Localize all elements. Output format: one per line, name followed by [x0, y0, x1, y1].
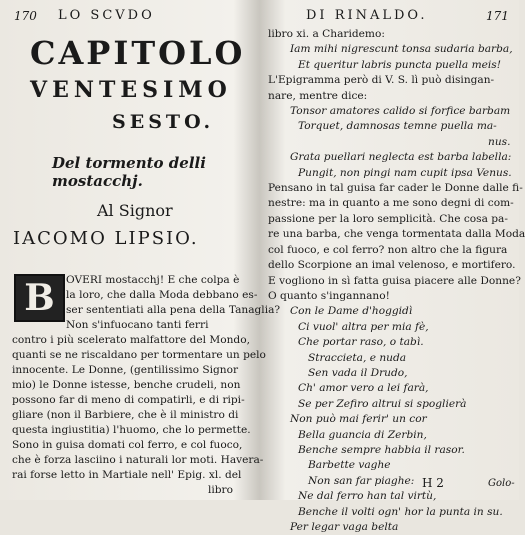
text-line: OVERI mostacchj! E che colpa è — [66, 274, 240, 286]
verse-line: Ch' amor vero a lei farà, — [298, 382, 429, 395]
verse-line: Grata puellari neglecta est barba labella: — [290, 151, 512, 164]
verse-line: Benche sempre habbia il rasor. — [298, 443, 465, 456]
text-line: re una barba, che venga tormentata dalla Moda — [268, 228, 525, 241]
verse-line: Non può mai ferir' un cor — [290, 413, 427, 426]
verse-line: Tonsor amatores calido si forfice barbam — [290, 105, 511, 118]
signature-mark: H 2 — [422, 476, 444, 490]
verse-line: Che portar raso, o tabì. — [298, 336, 424, 349]
text-line: mio) le Donne istesse, benche crudeli, non — [12, 379, 241, 391]
right-body-text — [268, 27, 525, 535]
verse-line: Con le Dame d'hoggidì — [290, 305, 413, 318]
chapter-ordinal-2: SESTO. — [112, 111, 215, 133]
text-line: nare, mentre dice: — [268, 89, 368, 102]
catchword-left: libro — [208, 484, 233, 496]
text-line: passione per la loro semplicità. Che cosa pa- — [268, 212, 508, 225]
verse-line: Sen vada il Drudo, — [308, 366, 408, 379]
left-body-text — [12, 273, 280, 498]
verse-line: Barbette vaghe — [308, 459, 391, 472]
running-head-right: DI RINALDO. — [306, 8, 428, 23]
page-number-left: 170 — [14, 9, 37, 23]
verse-line: Ci vuol' altra per mia fè, — [298, 320, 429, 333]
text-line: ser sententiati alla pena della Tanaglia? — [66, 304, 281, 316]
text-line: O quanto s'ingannano! — [268, 289, 390, 302]
running-head-left: LO SCVDO — [58, 8, 155, 23]
text-line: innocente. Le Donne, (gentilissimo Signor — [12, 364, 239, 376]
section-title: Del tormento delli mostacchj. — [52, 154, 206, 190]
verse-line: Pungit, non pingi nam cupit ipsa Venus. — [298, 166, 512, 179]
verse-line: nus. — [488, 135, 511, 148]
text-line: col fuoco, e col ferro? non altro che la figura — [268, 243, 508, 256]
chapter-ordinal: VENTESIMO — [30, 77, 232, 103]
decorated-initial: B — [14, 274, 65, 322]
text-line: L'Epigramma però di V. S. lì può disingan- — [268, 74, 495, 87]
text-line: Pensano in tal guisa far cader le Donne dalle fi- — [268, 182, 523, 195]
text-line: libro xi. a Charidemo: — [268, 28, 385, 40]
text-line: quanti se ne riscaldano per tormentare un pelo — [12, 349, 266, 361]
text-line: Sono in guisa domati col ferro, e col fuoco, — [12, 439, 243, 451]
verse-line: Straccieta, e nuda — [308, 351, 407, 364]
chapter-title: CAPITOLO — [30, 34, 246, 72]
verse-line: Iam mihi nigrescunt tonsa sudaria barba, — [290, 43, 513, 56]
dedication-line-2: IACOMO LIPSIO. — [13, 228, 199, 249]
text-line: che è forza lasciino i naturali lor moti. Havera- — [12, 454, 264, 466]
text-line: dello Scorpione an imal velenoso, e mortifero. — [268, 259, 516, 272]
text-line: contro i più scelerato malfattore del Mondo, — [12, 334, 250, 346]
verse-line: Benche il volti ogn' hor la punta in su. — [298, 505, 503, 518]
right-page — [262, 0, 525, 533]
verse-line: Et queritur labris puncta puella meis! — [298, 58, 501, 71]
verse-line: Torquet, damnosas temne puella ma- — [298, 120, 497, 133]
text-line: possono far di meno di compatirli, e di ripi- — [12, 394, 245, 406]
verse-line: Per legar vaga belta — [290, 521, 399, 533]
verse-line: Se per Zefiro altrui si spoglierà — [298, 397, 467, 410]
dedication-line-1: Al Signor — [97, 201, 173, 220]
text-line: questa ingiustitia) l'huomo, che lo permette. — [12, 424, 251, 436]
verse-line: Bella guancia di Zerbin, — [298, 428, 427, 441]
verse-line: Ne dal ferro han tal virtù, — [298, 490, 437, 503]
text-line: gliare (non il Barbiere, che è il ministro di — [12, 409, 239, 421]
text-line: E vogliono in sì fatta guisa piacere alle Donne? — [268, 274, 521, 287]
page-number-right: 171 — [486, 9, 509, 23]
text-line: Non s'infuocano tanti ferri — [66, 319, 209, 331]
text-line: la loro, che dalla Moda debbano es- — [66, 289, 258, 301]
text-line: nestre: ma in quanto a me sono degni di com- — [268, 197, 514, 210]
text-line: rai forse letto in Martiale nell' Epig. xl. del — [12, 469, 242, 481]
catchword-right: Golo- — [488, 478, 515, 489]
verse-line: Non san far piaghe: — [308, 474, 415, 487]
